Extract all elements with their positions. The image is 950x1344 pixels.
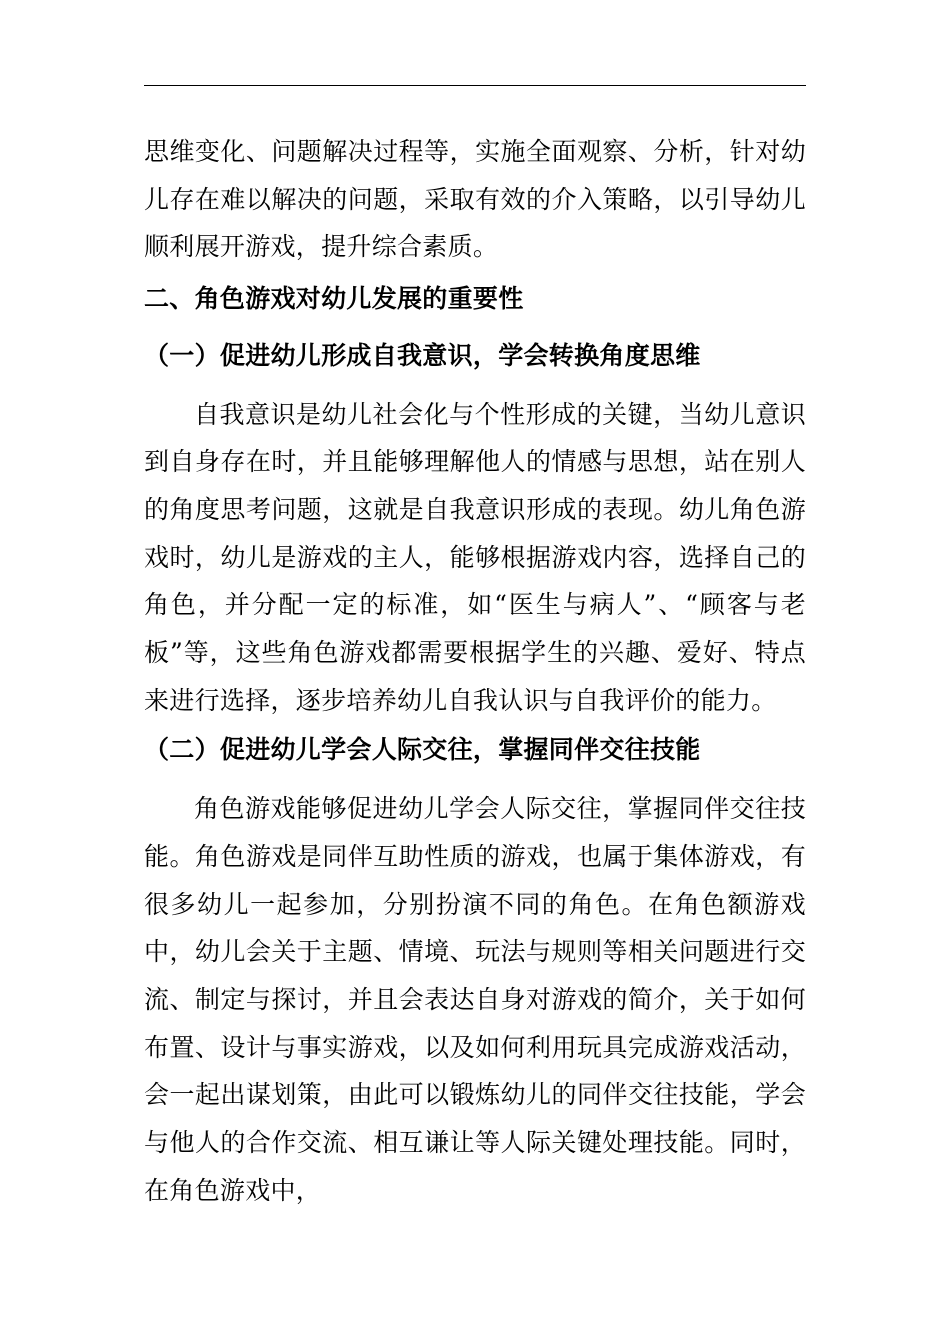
header-rule	[144, 85, 806, 86]
intro-paragraph: 思维变化、问题解决过程等，实施全面观察、分析，针对幼儿存在难以解决的问题，采取有效的介入策略，以引导幼儿顺利展开游戏，提升综合素质。	[144, 137, 806, 262]
document-body	[144, 128, 806, 1214]
subsection-2-heading: （二）促进幼儿学会人际交往，掌握同伴交往技能	[144, 735, 701, 765]
subsection-2-paragraph: 角色游戏能够促进幼儿学会人际交往，掌握同伴交往技能。角色游戏是同伴互助性质的游戏，也属于集体游戏，有很多幼儿一起参加，分别扮演不同的角色。在角色额游戏中，幼儿会关于主题、情境、玩法与规则等相关问题进行交流、制定与探讨，并且会表达自身对游戏的简介，关于如何布置、设计与事实游戏，以及如何利用玩具完成游戏活动，会一起出谋划策，由此可以锻炼幼儿的同伴交往技能，学会与他人的合作交流、相互谦让等人际关键处理技能。同时，在角色游戏中，	[144, 794, 806, 1205]
section-heading: 二、角色游戏对幼儿发展的重要性	[144, 284, 524, 314]
subsection-1-heading: （一）促进幼儿形成自我意识，学会转换角度思维	[144, 340, 701, 370]
subsection-1-paragraph: 自我意识是幼儿社会化与个性形成的关键，当幼儿意识到自身存在时，并且能够理解他人的情感与思想，站在别人的角度思考问题，这就是自我意识形成的表现。幼儿角色游戏时，幼儿是游戏的主人，能够根据游戏内容，选择自己的角色，并分配一定的标准，如“医生与病人”、“顾客与老板”等，这些角色游戏都需要根据学生的兴趣、爱好、特点来进行选择，逐步培养幼儿自我认识与自我评价的能力。	[144, 399, 806, 715]
